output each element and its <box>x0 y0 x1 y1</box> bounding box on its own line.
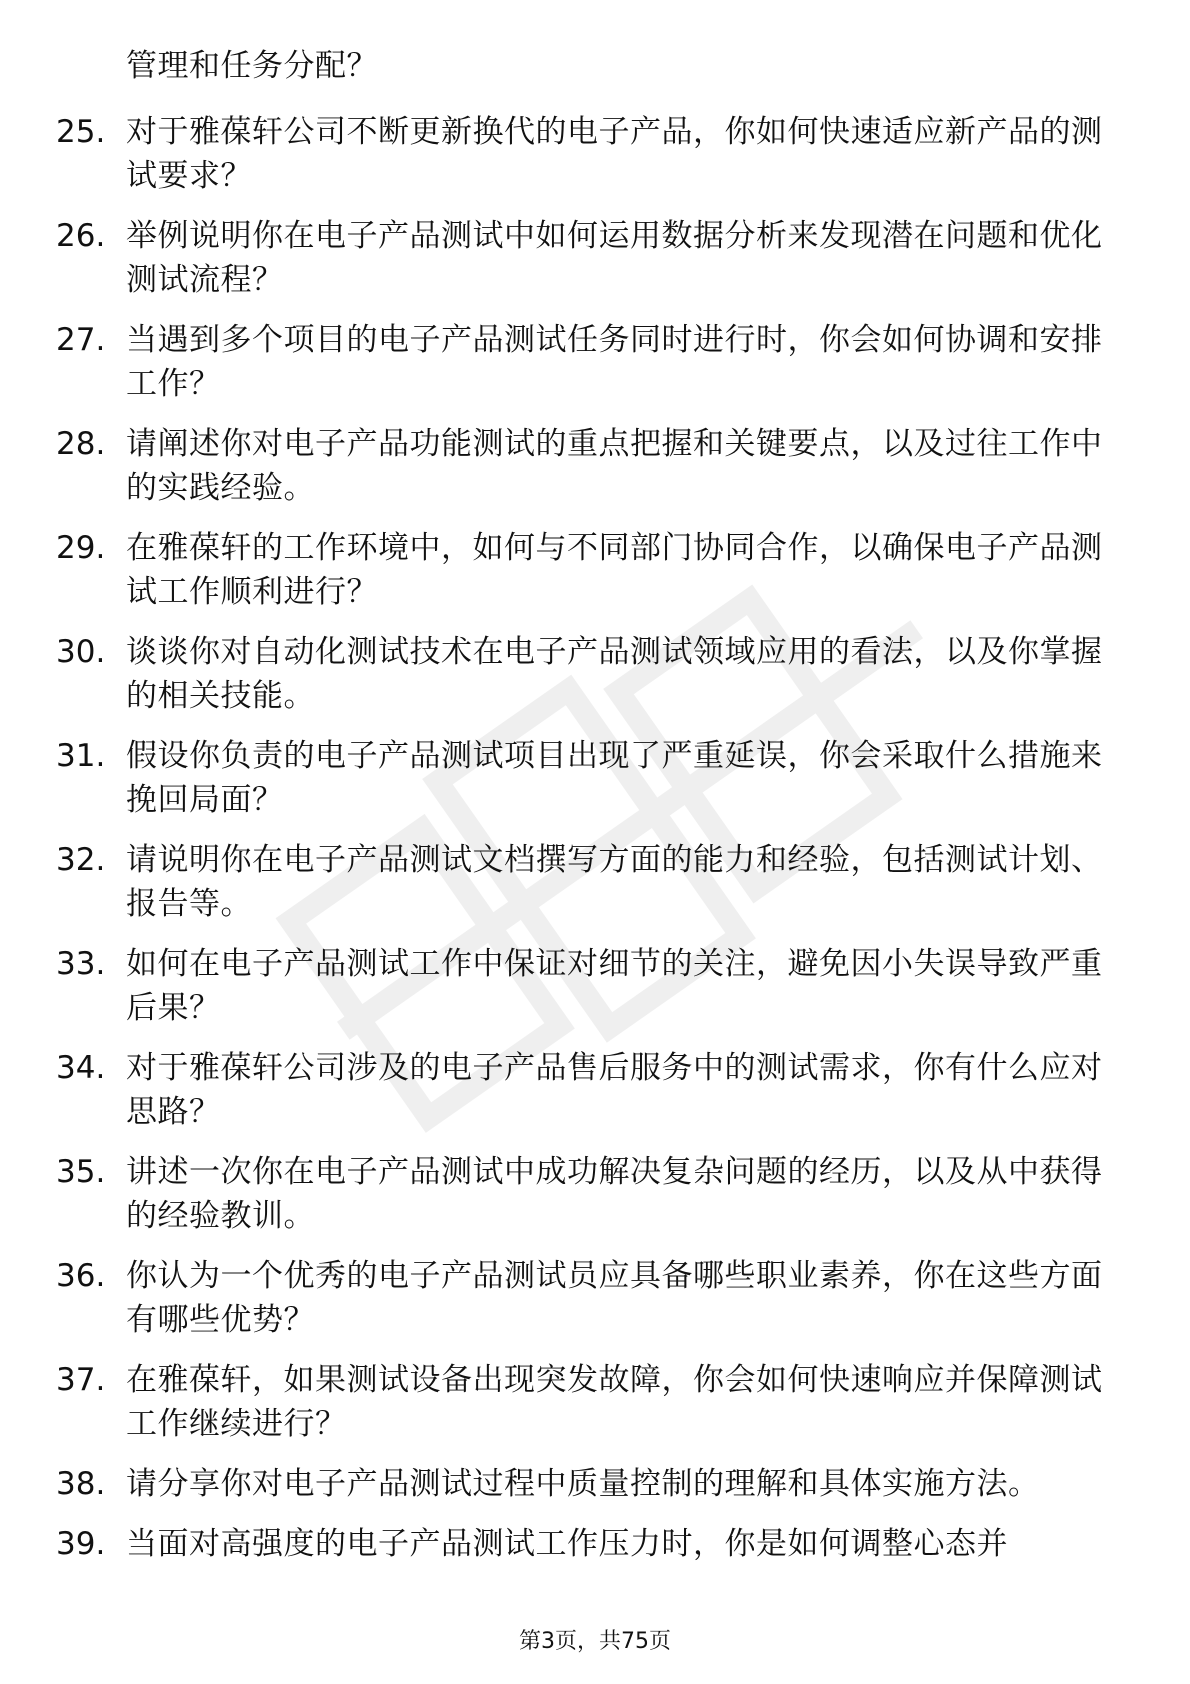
question-text: 对于雅葆轩公司涉及的电子产品售后服务中的测试需求，你有什么应对思路？ <box>126 1050 1103 1130</box>
question-text: 在雅葆轩，如果测试设备出现突发故障，你会如何快速响应并保障测试工作继续进行？ <box>126 1362 1103 1442</box>
question-item <box>56 734 1116 822</box>
question-number: 30. <box>56 634 106 670</box>
question-item <box>56 1522 1116 1566</box>
question-item <box>56 942 1116 1030</box>
question-number: 34. <box>56 1050 106 1086</box>
question-item <box>56 318 1116 406</box>
question-text: 在雅葆轩的工作环境中，如何与不同部门协同合作，以确保电子产品测试工作顺利进行？ <box>126 530 1103 610</box>
question-number: 29. <box>56 530 106 566</box>
question-number: 33. <box>56 946 106 982</box>
question-item <box>56 422 1116 510</box>
question-text: 当面对高强度的电子产品测试工作压力时，你是如何调整心态并 <box>126 1526 1008 1562</box>
question-text: 对于雅葆轩公司不断更新换代的电子产品，你如何快速适应新产品的测试要求？ <box>126 114 1103 194</box>
question-number: 39. <box>56 1526 106 1562</box>
question-number: 36. <box>56 1258 106 1294</box>
question-text: 请阐述你对电子产品功能测试的重点把握和关键要点，以及过往工作中的实践经验。 <box>126 426 1103 506</box>
question-text: 当遇到多个项目的电子产品测试任务同时进行时，你会如何协调和安排工作？ <box>126 322 1103 402</box>
question-item <box>56 1254 1116 1342</box>
question-item <box>56 1358 1116 1446</box>
question-number: 25. <box>56 114 106 150</box>
question-item <box>56 110 1116 198</box>
question-item <box>56 630 1116 718</box>
question-text: 请说明你在电子产品测试文档撰写方面的能力和经验，包括测试计划、报告等。 <box>126 842 1103 922</box>
question-text: 请分享你对电子产品测试过程中质量控制的理解和具体实施方法。 <box>126 1466 1040 1502</box>
question-number: 37. <box>56 1362 106 1398</box>
question-list <box>56 110 1116 1582</box>
question-item <box>56 1150 1116 1238</box>
question-number: 38. <box>56 1466 106 1502</box>
continued-question-text: 管理和任务分配？ <box>126 48 378 84</box>
question-text: 谈谈你对自动化测试技术在电子产品测试领域应用的看法，以及你掌握的相关技能。 <box>126 634 1103 714</box>
question-number: 26. <box>56 218 106 254</box>
question-text: 讲述一次你在电子产品测试中成功解决复杂问题的经历，以及从中获得的经验教训。 <box>126 1154 1103 1234</box>
question-item <box>56 838 1116 926</box>
question-item <box>56 526 1116 614</box>
question-text: 如何在电子产品测试工作中保证对细节的关注，避免因小失误导致严重后果？ <box>126 946 1103 1026</box>
question-item <box>56 214 1116 302</box>
question-text: 假设你负责的电子产品测试项目出现了严重延误，你会采取什么措施来挽回局面？ <box>126 738 1103 818</box>
question-item <box>56 1462 1116 1506</box>
question-number: 35. <box>56 1154 106 1190</box>
question-number: 27. <box>56 322 106 358</box>
question-text: 举例说明你在电子产品测试中如何运用数据分析来发现潜在问题和优化测试流程？ <box>126 218 1103 298</box>
question-item <box>56 1046 1116 1134</box>
question-number: 31. <box>56 738 106 774</box>
question-text: 你认为一个优秀的电子产品测试员应具备哪些职业素养，你在这些方面有哪些优势？ <box>126 1258 1103 1338</box>
question-number: 28. <box>56 426 106 462</box>
question-number: 32. <box>56 842 106 878</box>
page-footer: 第3页，共75页 <box>519 1629 671 1654</box>
